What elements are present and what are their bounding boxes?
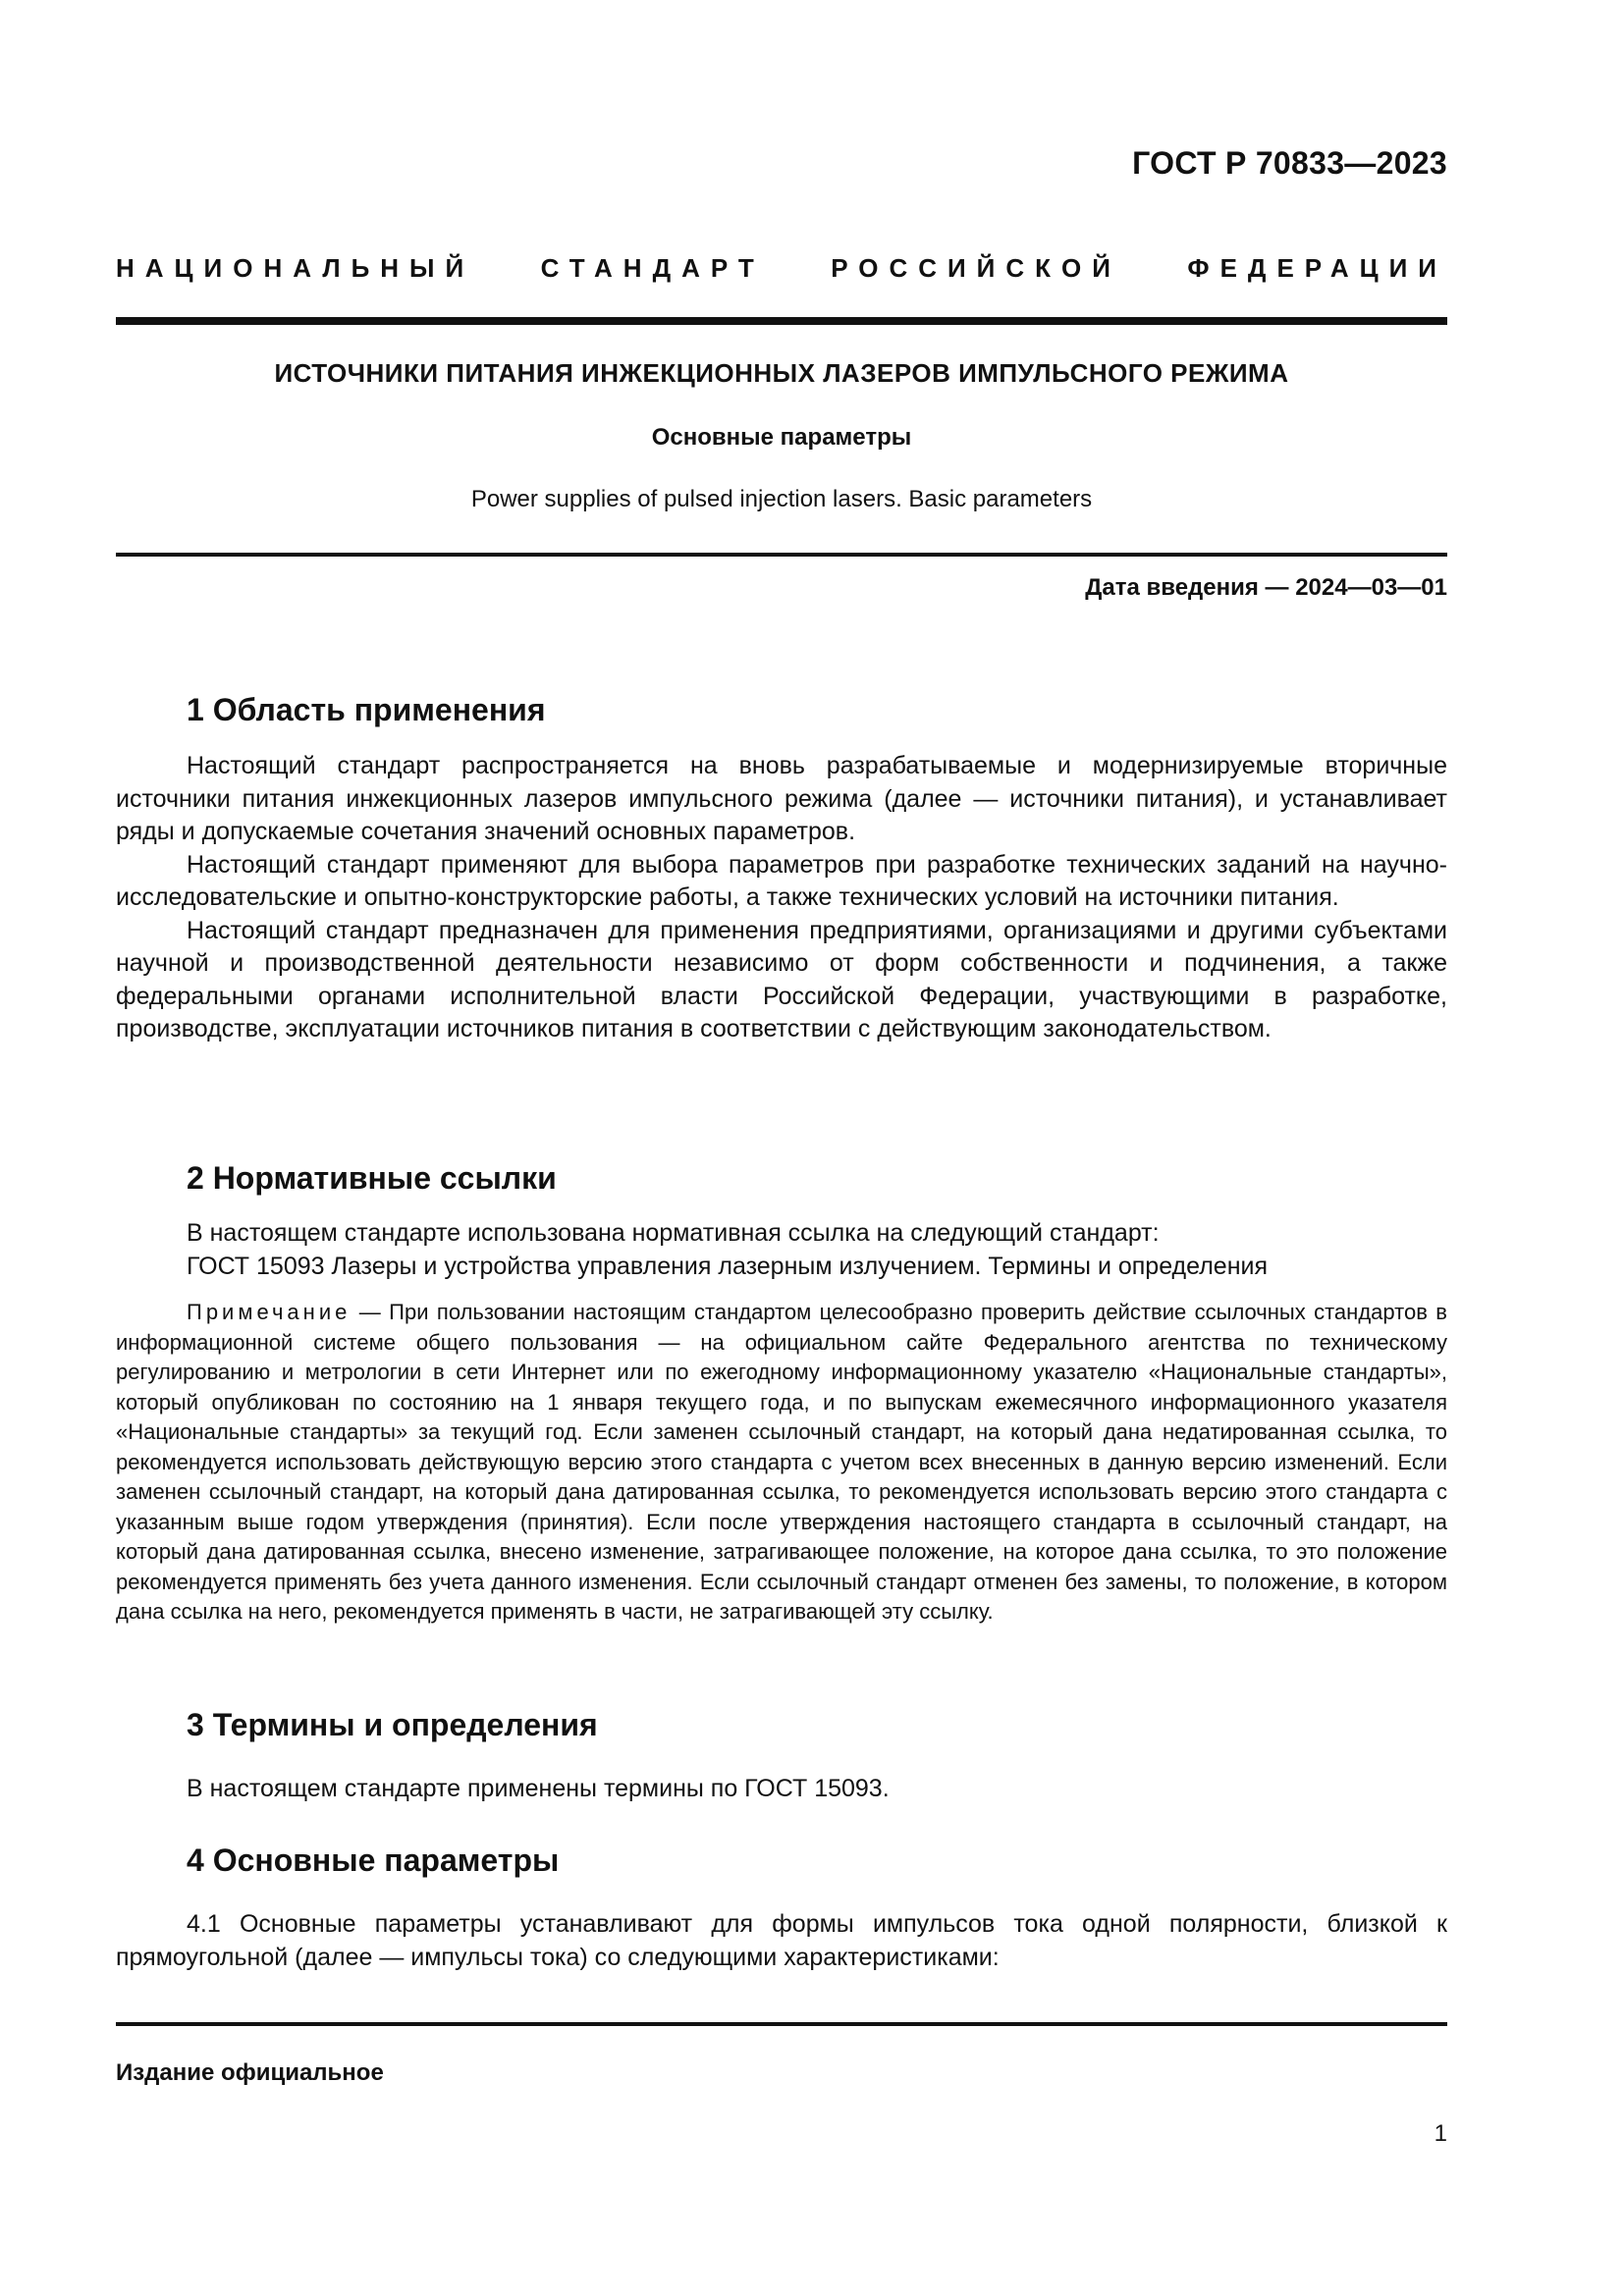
section-heading: 2 Нормативные ссылки — [187, 1160, 557, 1196]
english-title: Power supplies of pulsed injection lasers. Basic parameters — [470, 486, 1093, 512]
title-divider — [116, 553, 1447, 557]
section-scope — [116, 690, 1447, 729]
paragraph: В настоящем стандарте использована нормативная ссылка на следующий стандарт: — [187, 1219, 1160, 1247]
footer-divider — [116, 2022, 1447, 2026]
section-heading: 4 Основные параметры — [187, 1842, 560, 1878]
section-references-body — [116, 1217, 1447, 1283]
section-heading: 1 Область применения — [187, 692, 546, 727]
document-subtitle: Основные параметры — [651, 424, 912, 451]
header-divider — [116, 317, 1447, 325]
section-parameters — [116, 1841, 1447, 1880]
paragraph: Настоящий стандарт применяют для выбора параметров при разработке технических заданий на научно-исследовательские и опытно-конструкторские работы, а также технических условий на источники питания. — [116, 850, 1447, 911]
intro-date: Дата введения — 2024—03—01 — [1085, 574, 1447, 601]
document-title: ИСТОЧНИКИ ПИТАНИЯ ИНЖЕКЦИОННЫХ ЛАЗЕРОВ ИМПУЛЬСНОГО РЕЖИМА — [274, 358, 1289, 388]
paragraph: 4.1 Основные параметры устанавливают для формы импульсов тока одной полярности, близкой к прямоугольной (далее — импульсы тока) со следующими характеристиками: — [116, 1910, 1447, 1971]
section-references — [116, 1158, 1447, 1198]
national-standard-banner: НАЦИОНАЛЬНЫЙ СТАНДАРТ РОССИЙСКОЙ ФЕДЕРАЦИИ — [116, 253, 1447, 283]
reference-item: ГОСТ 15093 Лазеры и устройства управления лазерным излучением. Термины и определения — [187, 1252, 1269, 1280]
paragraph: В настоящем стандарте применены термины по ГОСТ 15093. — [187, 1775, 890, 1802]
page-number: 1 — [1434, 2120, 1447, 2147]
note-text: — При пользовании настоящим стандартом целесообразно проверить действие ссылочных стандартов в информационной системе общего пользования — на официальном сайте Федерального агентства по техническому регулированию и метрологии в сети Интернет или по ежегодному информационному указателю «Национальные стандарты», который опубликован по состоянию на 1 января текущего года, и по выпускам ежемесячного информационного указателя «Национальные стандарты» за текущий год. Если заменен ссылочный стандарт, на который дана недатированная ссылка, то рекомендуется использовать действующую версию этого стандарта с учетом всех внесенных в данную версию изменений. Если заменен ссылочный стандарт, на который дана датированная ссылка, то рекомендуется использовать версию этого стандарта с указанным выше годом утверждения (принятия). Если после утверждения настоящего стандарта в ссылочный стандарт, на который дана датированная ссылка, внесено изменение, затрагивающее положение, на которое дана ссылка, то это положение рекомендуется применять без учета данного изменения. Если ссылочный стандарт отменен без замены, то положение, в котором дана ссылка на него, рекомендуется применять в части, не затрагивающей эту ссылку. — [116, 1300, 1447, 1624]
note-label: Примечание — [187, 1300, 352, 1324]
doc-number: ГОСТ Р 70833—2023 — [1132, 145, 1447, 181]
note-paragraph — [116, 1298, 1447, 1628]
section-terms — [116, 1705, 1447, 1744]
section-scope-body — [116, 750, 1447, 1046]
paragraph: Настоящий стандарт распространяется на вновь разрабатываемые и модернизируемые вторичные источники питания инжекционных лазеров импульсного режима (далее — источники питания), и устанавливает ряды и допускаемые сочетания значений основных параметров. — [116, 752, 1447, 845]
note-block — [116, 1298, 1447, 1628]
edition-label: Издание официальное — [116, 2059, 384, 2086]
section-heading: 3 Термины и определения — [187, 1707, 598, 1742]
section-parameters-body — [116, 1908, 1447, 1974]
paragraph: Настоящий стандарт предназначен для применения предприятиями, организациями и другими субъектами научной и производственной деятельности независимо от форм собственности и подчинения, а также федеральными органами исполнительной власти Российской Федерации, участвующими в разработке, производстве, эксплуатации источников питания в соответствии с действующим законодательством. — [116, 916, 1447, 1042]
section-terms-body — [116, 1773, 1447, 1806]
